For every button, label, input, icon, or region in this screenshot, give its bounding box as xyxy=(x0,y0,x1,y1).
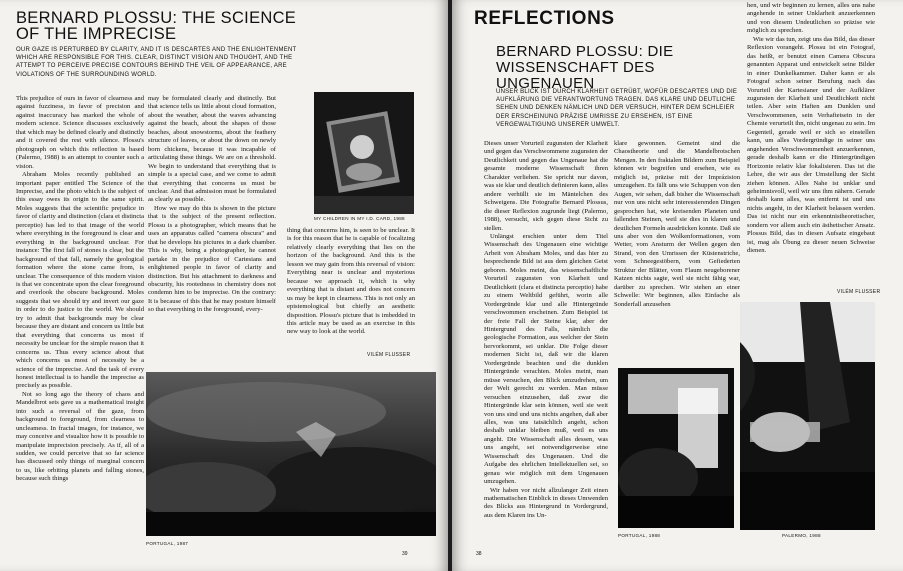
paragraph: How we may do this is shown in the picture that is the subject of the present reflection. Plossu is a photographer, which means that he uses an apparatus called "camera obscura" and that he develops his pictures in a dark chamber. This is why, being a photographer, he cannot partake in the prejudice of Cartesians and enlightened people in favor of clarity and distinction. But his attachment to darkness and obscurity, his rootedness in chemistry does not condemn him to be imprecise. On the contrary: It is because of this that he may posture himself so that everything in the foreground, every- xyxy=(148,204,276,314)
photo-children-id-card xyxy=(314,92,414,214)
caption-top: MY CHILDREN IN MY I.D. CARD, 1988 xyxy=(314,216,405,221)
lead-paragraph-german: UNSER BLICK IST DURCH KLARHEIT GETRÜBT, WOFÜR DESCARTES UND DIE AUFKLÄRUNG DIE VERANTWORTUNG TRAGEN. DAS KLARE UND DEUTLICHE SEHEN UND DENKEN NÄMLICH UND DER VERSUCH, HINTER DEM SCHLEIER DER ERSCHEINUNG PRÄZISE UMRISSE ZU ERSEHEN, IST EINE VERGEWALTIGUNG UNSERER UMWELT. xyxy=(496,89,738,128)
text-column-2 xyxy=(614,140,740,358)
text-column-1 xyxy=(484,140,608,552)
right-page xyxy=(452,0,903,571)
photo-portugal-1987 xyxy=(146,372,436,536)
caption-right: PALERMO, 1988 xyxy=(782,533,821,538)
caption-bottom: PORTUGAL, 1987 xyxy=(146,541,189,546)
author-signature: VILÉM FLUSSER xyxy=(837,289,881,295)
page-title-german: BERNARD PLOSSU: DIE WISSENSCHAFT DES UNGENAUEN xyxy=(496,43,674,92)
paragraph: may be formulated clearly and distinctly. But that science tells us little about cloud formation, about the weather, about the waves advancing against the beach, about the shapes of those beaches, about snowstorms, about the feathery structure of leaves, or about the down on newly born chickens, because it was incapable of articulating these things. We are on a threshold. We begin to understand that everything that is simple is a special case, and we come to admit that everything that concerns us must be unclear. And that admission must be formulated as clearly as possible. xyxy=(148,95,276,204)
photo-palermo-1988 xyxy=(740,302,875,530)
paragraph: hen, und wir beginnen zu lernen, alles uns nahe angehende in seiner Unklarheit anzuerkennen und von diesem Undeutlichen so präzise wie möglich zu sprechen. xyxy=(747,2,875,35)
lead-paragraph-english: OUR GAZE IS PERTURBED BY CLARITY, AND IT IS DESCARTES AND THE ENLIGHTENMENT WHICH ARE RESPONSIBLE FOR THIS. CLEAR, DISTINCT VISION AND THOUGHT, AND THE ATTEMPT TO PERCEIVE PRECISE CONTOURS BEHIND THE VEIL OF APPEARANCE, ARE VIOLATIONS OF THE SURROUNDING WORLD. xyxy=(16,47,297,78)
paragraph: Abraham Moles recently published an important paper entitled The Science of the Imprecise, and the photo which is the subject of this essay owes its origin to the same spirit. Moles suggests that the scientific prejudice in favor of clarity and distinction (clara et distincta perceptio) has led to that image of the world where everything in the foreground is clear and everything in the background unclear. For instance: The first fall of stones is clear, but the background of that fall, namely the geological formation where the stone came from, is unclear. The consequence of this modern vision is that we concentrate upon the clear foreground and overlook the obscure background. Moles suggests that we should try and invert our gaze in order to do justice to the world. We should try to admit that backgrounds may be clear because they are distant and concern us little but that everything that concerns us most if necessity be unclear for the simple reason that it concerns us. Thus every science about that which concerns us most of necessity be a science of the imprecise. And the task of every honest intellectual is to handle the imprecise as precisely as possible. xyxy=(16,171,144,390)
page-number: 39 xyxy=(402,551,408,557)
paragraph: thing that concerns him, is seen to be unclear. It is for this reason that he is capable of focalizing relatively clearly everything that lies on the horizon of the background. And this is the lesson we may gain from this reversal of vision: Everything near is unclear and mysterious because we approach it, which is why everything that is distant and does not concern us may be kept in clearness. This is not only an epistemological but chiefly an aesthetic disposition. Plossu's picture that is imbedded in this article may be used as an exercise in this new way to look at the world. xyxy=(287,227,415,336)
paragraph: klare gewonnen. Gemeint sind die Chaostheorie und die Mandelbrotschen Mengen. In den fraktalen Bildern zum Beispiel können wir begreifen und ersehen, wie es möglich ist, präzise mit der Imprázision umzugehen. Es fällt uns wie Schuppen von den Augen, wir sehen, daß bisher die Wissenschaft nur von uns nicht sehr interessierenden Dingen gesprochen hat, wie kreisenden Planeten und fallenden Steinen, weil sie dies in klaren und deutlichen Formeln ausdrücken konnte. Daß sie uns aber von den Wolkenformationen, vom Wetter, vom Ansturm der Wellen gegen den Strand, von den Umrissen der Küstenstriche, vom Schneegestöbern, vom Gefiederten Struktur der Blätter, vom Flaum neugeborener Katzen nichts sagte, weil sie nicht fähig war, darüber zu sprechen. Wir stehen an einer Schwelle: Wir beginnen, alles Einfache als Sonderfall anzusehen xyxy=(614,140,740,308)
author-signature: VILÉM FLUSSER xyxy=(367,352,411,358)
page-number: 38 xyxy=(476,551,482,557)
photo-portugal-1988 xyxy=(618,368,734,528)
text-column-1 xyxy=(16,95,144,548)
left-page xyxy=(0,0,448,571)
paragraph: Unlängst erschien unter dem Titel Wissenschaft des Ungenauen eine wichtige Arbeit von Abraham Moles, und das hier zu besprechende Bild ist aus dem gleichen Geist geboren. Moles meint, das wissenschaftliche Vorurteil zugunsten von Klarheit und Deutlichkeit (clara et distincta perceptio) habe zu einem Weltbild geführt, worin alle Vordergründe klar und alle Hintergründe verschwommen erscheinen. Zum Beispiel ist der freie Fall der Steine klar, aber der Hintergrund des Falls, nämlich die geologische Formation, aus welcher der Stein hervorkommt, sei unklar. Die Folge dieser modernen Sicht ist, daß wir die klaren Vordergründe beachten und die dunklen Hintergründe verachten. Moles meint, man müsse versuchen, den Blick umzudrehen, um der Welt gerecht zu werden. Man müsse versuchen einzusehen, daß zwar die Hintergründe klar sein können, weil sie weit von uns sind und uns nichts angehen, daß aber alles, was uns tatsächlich angeht, schon deshalb unklar bleiben muß, weil es uns angeht. Die Wissenschaft alles dessen, was uns angeht, sei notwendigerweise eine Wissenschaft des Ungenauen. Und die Aufgabe des ehrlichen Intellektuellen sei, so genau wie möglich mit dem Ungenauen umzugehen. xyxy=(484,232,608,486)
paragraph: Not so long ago the theory of chaos and Mandelbrot sets gave us a mathematical insight into such a reversal of the gaze, from background to foreground, from clearness to uncleamess. In fractal images, for instance, we may conceive and visualize how it is possible to manipulate imprecision precisely. As if, all of a sudden, we could perceive that so far science has discussed only things of marginal concern to us, like orbiting planets and falling stones, because such things xyxy=(16,390,144,483)
text-column-3 xyxy=(287,227,415,357)
paragraph: This prejudice of ours in favor of clearness and against fuzziness, in favor of precision and against inaccuracy has marked the whole of modern science. Science discusses exclusively that which may be defined clearly and distinctly and it covered the rest with silence. Plossu's photograph on which this reflection is based (Palermo, 1988) is an attempt to counter such a vision. xyxy=(16,95,144,170)
paragraph: Dieses unser Vorurteil zugunsten der Klarheit und gegen das Verschwommene zugunsten der Deutlichkeit und gegen das Ungenaue hat die gesamte moderne Wissenschaft ihren Charakter verliehen. Sie spricht nur davon, was sie klar und deutlich definieren kann, alles andere verhüllt sie im Mäntelchen des Schweigens. Die Fotografie Bernard Plossus, die dieser Reflexion zugrunde liegt (Palermo, 1988), versucht, sich gegen diese Sicht zu stellen. xyxy=(484,140,608,232)
paragraph: Wir haben vor nicht allzulanger Zeit einen mathematischen Einblick in dieses Umwenden des Blicks aus Hintergrund in Vordergrund, aus dem Klaren ins Un- xyxy=(484,486,608,519)
caption-left: PORTUGAL, 1988 xyxy=(618,533,661,538)
text-column-2 xyxy=(148,95,276,363)
page-title-english: BERNARD PLOSSU: THE SCIENCE OF THE IMPRECISE xyxy=(16,9,297,43)
paragraph: Wie wir das tun, zeigt uns das Bild, das dieser Reflexion vorangeht. Plossu ist ein Fotograf, das heißt, er benutzt einen Camera Obscura genannten Apparat und entwickelt seine Bilder in einer Dunkelkammer. Daher kann er als Fotograf schon seiner Berufung nach das Vorurteil der Kartesianer und der Aufklärer zugunsten der Klarheit und Deutlichkeit nicht teilen. Aber sein Haften am Dunklen und Verschwommenen, sein Verhaftetsein in der Chemie verurteilt ihn, nicht ungenau zu sein. Im Gegenteil, gerade weil er sich so einstellen kann, um alles Vordergründige in seiner uns angehenden Verschwommenheit anzuerkennen, gerade deshalb kann er die Hintergründigen Horizonte relativ klar fokalisieren. Das ist die Lehre, die wir aus der Umstellung der Sicht ziehen können. Alles Nahe ist unklar und geheimnisvoll, weil wir uns ihm nähern. Gerade deshalb kann alles, was entfernt ist und uns nichts angeht, in der Klarheit belassen werden. Das ist nicht nur ein erkenntnistheoretischer, sondern vor allem auch ein ästhetischer Ansatz. Plossus Bild, das in diesen Aufsatz eingebaut ist, mag als Übung zu dieser neuen Schweise dienen. xyxy=(747,35,875,255)
section-heading: REFLECTIONS xyxy=(474,8,615,29)
text-column-3 xyxy=(747,2,875,298)
